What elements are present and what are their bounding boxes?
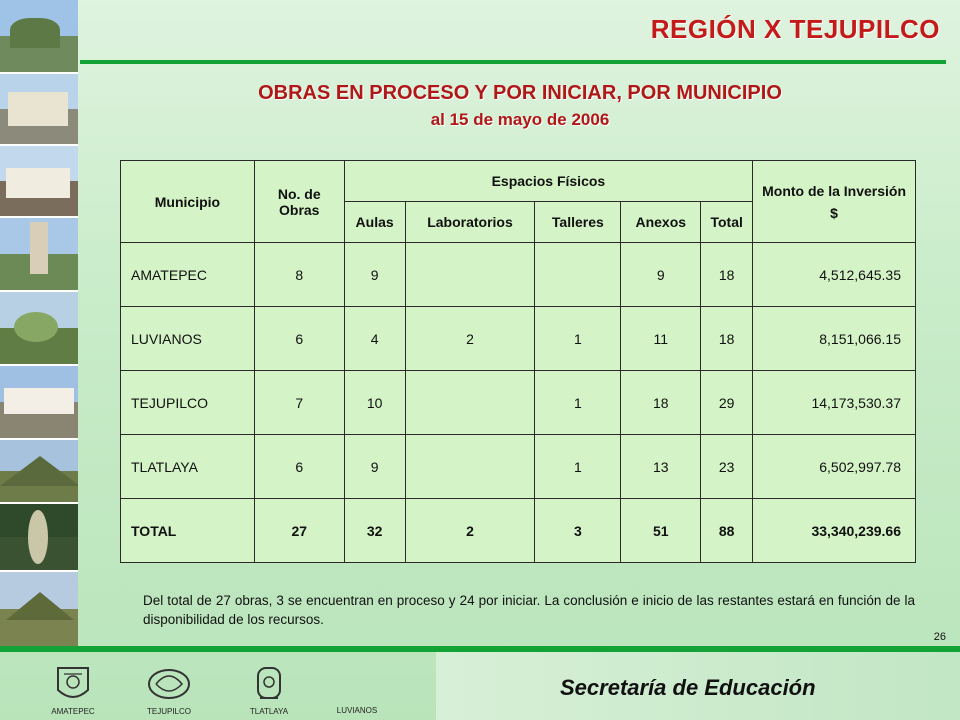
cell-laboratorios: 2 xyxy=(405,307,535,371)
cell-laboratorios xyxy=(405,435,535,499)
header-espacios: Espacios Físicos xyxy=(344,161,753,202)
cell-monto: 6,502,997.78 xyxy=(753,435,916,499)
cell-total: 18 xyxy=(701,243,753,307)
amatepec-seal-icon xyxy=(50,664,96,706)
table-row xyxy=(121,371,916,435)
cell-municipio: TLATLAYA xyxy=(121,435,255,499)
obras-table xyxy=(120,160,916,563)
building-photo xyxy=(0,146,78,218)
cell-anexos: 13 xyxy=(621,435,701,499)
header-talleres: Talleres xyxy=(535,202,621,243)
header-total: Total xyxy=(701,202,753,243)
footnote-text: Del total de 27 obras, 3 se encuentran en proceso y 24 por iniciar. La conclusión e inicio de las restantes estará en función de la disponibilidad de los recursos. xyxy=(143,593,915,627)
hall-photo xyxy=(0,366,78,440)
header-obras: No. de Obras xyxy=(254,161,344,243)
logo-label-amatepec: AMATEPEC xyxy=(51,707,95,716)
header-monto-currency: $ xyxy=(830,204,838,221)
logo-label-tlatlaya: TLATLAYA xyxy=(249,707,289,716)
header-row xyxy=(121,161,916,202)
cell-talleres: 1 xyxy=(535,371,621,435)
garden-photo xyxy=(0,292,78,366)
cell-total: 29 xyxy=(701,371,753,435)
header-laboratorios: Laboratorios xyxy=(405,202,535,243)
cell-municipio: TEJUPILCO xyxy=(121,371,255,435)
cell-aulas: 4 xyxy=(344,307,405,371)
header-monto xyxy=(753,161,916,243)
church-photo xyxy=(0,218,78,292)
cell-talleres: 1 xyxy=(535,435,621,499)
cell-total: 88 xyxy=(701,499,753,563)
cell-municipio: TOTAL xyxy=(121,499,255,563)
header-anexos: Anexos xyxy=(621,202,701,243)
header-aulas: Aulas xyxy=(344,202,405,243)
slide-subtitle: al 15 de mayo de 2006 xyxy=(430,110,610,129)
canyon-photo xyxy=(0,504,78,572)
table-row xyxy=(121,243,916,307)
cell-municipio: AMATEPEC xyxy=(121,243,255,307)
mountain-photo xyxy=(0,440,78,504)
cell-obras: 7 xyxy=(254,371,344,435)
table-row xyxy=(121,435,916,499)
cell-monto: 8,151,066.15 xyxy=(753,307,916,371)
tlatlaya-seal-icon xyxy=(246,664,292,706)
cell-obras: 6 xyxy=(254,307,344,371)
cell-obras: 27 xyxy=(254,499,344,563)
cell-aulas: 9 xyxy=(344,435,405,499)
hills-photo xyxy=(0,572,78,646)
cell-anexos: 18 xyxy=(621,371,701,435)
cell-laboratorios xyxy=(405,243,535,307)
plaza-photo xyxy=(0,74,78,146)
cell-obras: 6 xyxy=(254,435,344,499)
cell-anexos: 9 xyxy=(621,243,701,307)
photo-strip xyxy=(0,0,78,648)
cell-monto: 4,512,645.35 xyxy=(753,243,916,307)
tejupilco-seal-icon xyxy=(146,664,192,706)
total-row xyxy=(121,499,916,563)
cell-monto: 14,173,530.37 xyxy=(753,371,916,435)
cell-aulas: 9 xyxy=(344,243,405,307)
town-photo xyxy=(0,0,78,74)
cell-talleres: 1 xyxy=(535,307,621,371)
header-municipio: Municipio xyxy=(121,161,255,243)
logo-label-tejupilco: TEJUPILCO xyxy=(146,707,191,716)
cell-anexos: 51 xyxy=(621,499,701,563)
table-row xyxy=(121,307,916,371)
cell-aulas: 32 xyxy=(344,499,405,563)
cell-municipio: LUVIANOS xyxy=(121,307,255,371)
cell-aulas: 10 xyxy=(344,371,405,435)
page-number: 26 xyxy=(933,631,946,643)
logo-label-luvianos: LUVIANOS xyxy=(336,706,378,715)
header-rule xyxy=(80,60,946,64)
cell-monto: 33,340,239.66 xyxy=(753,499,916,563)
slide-title: OBRAS EN PROCESO Y POR INICIAR, POR MUNICIPIO xyxy=(258,82,782,104)
header-monto-label: Monto de la Inversión xyxy=(762,182,907,199)
cell-total: 18 xyxy=(701,307,753,371)
cell-laboratorios xyxy=(405,371,535,435)
cell-talleres xyxy=(535,243,621,307)
cell-anexos: 11 xyxy=(621,307,701,371)
cell-obras: 8 xyxy=(254,243,344,307)
cell-talleres: 3 xyxy=(535,499,621,563)
cell-total: 23 xyxy=(701,435,753,499)
cell-laboratorios: 2 xyxy=(405,499,535,563)
region-title: REGIÓN X TEJUPILCO xyxy=(650,14,940,44)
secretaria-label: Secretaría de Educación xyxy=(560,675,816,700)
